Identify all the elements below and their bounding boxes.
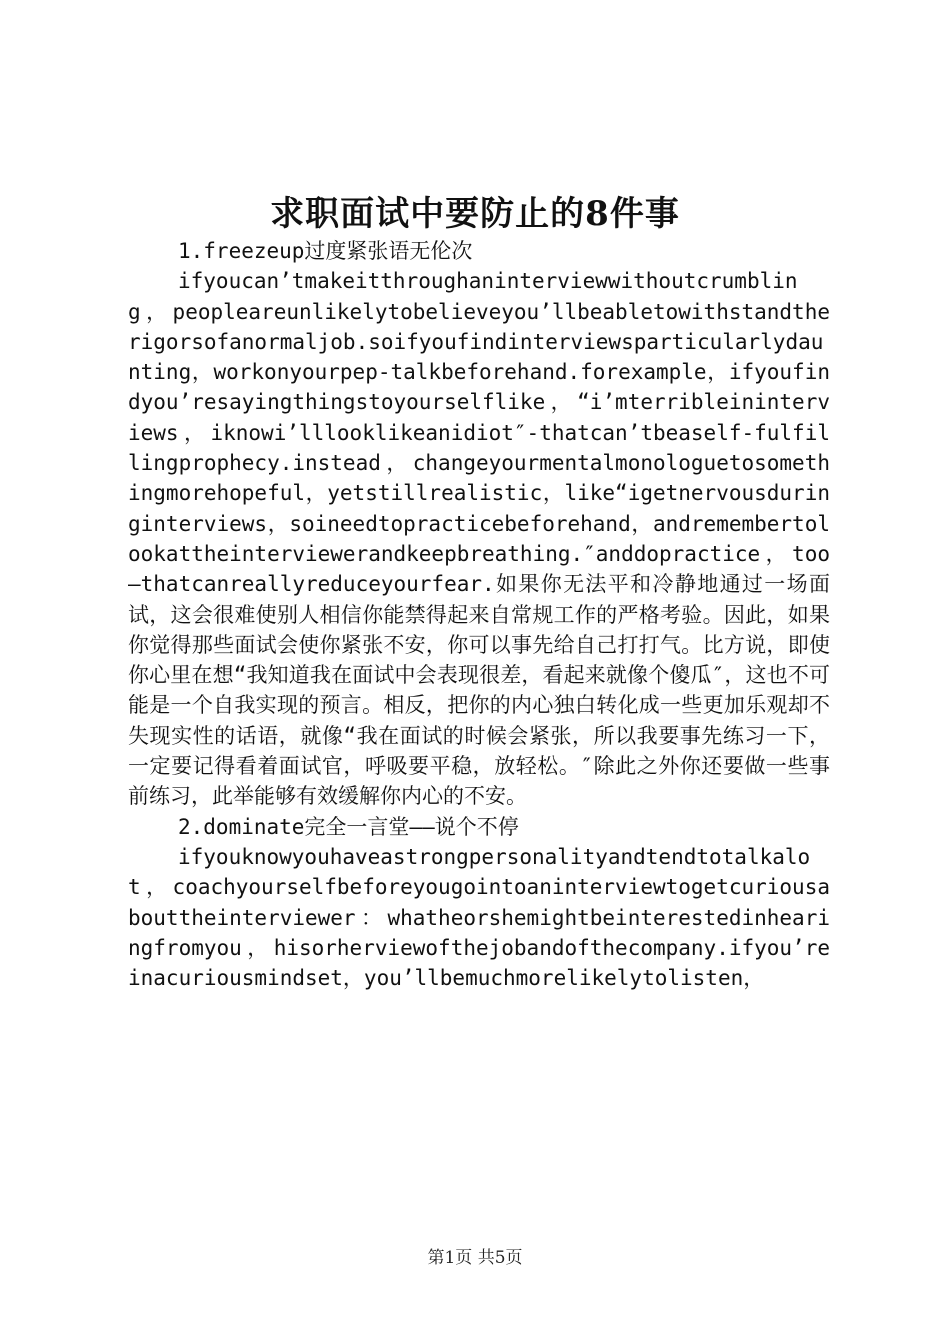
document-body <box>128 236 830 993</box>
section-paragraph: ifyouknowyouhaveastrongpersonalityandtendtotalkalot，coachyourselfbeforeyougointoaninterviewtogetcuriousabouttheinterviewer：whatheorshemightbeinterestedinhearingfromyou，hisorherviewofthejobandofthecompany.ifyou’reinacuriousmindset，you’llbemuchmorelikelytolisten， <box>128 844 830 991</box>
section-paragraph: ifyoucan’tmakeitthroughaninterviewwithoutcrumbling，peopleareunlikelytobelieveyou’llbeabletowithstandtherigorsofanormaljob.soifyoufindinterviewsparticularlydaunting，workonyourpep-talkbeforehand.forexample，ifyoufindyou’resayingthingstoyourselflike，“i’mterribleininterviews，iknowi’lllooklikeanidiot″-thatcan’tbeaself-fulfillingprophecy.instead，changeyourmentalmonologuetosomethingmorehopeful，yetstillrealistic，like“igetnervousduringinterviews，soineedtopracticebeforehand，andremembertolookattheinterviewerandkeepbreathing.″anddopractice，too–thatcanreallyreduceyourfear.如果你无法平和冷静地通过一场面试，这会很难使别人相信你能禁得起来自常规工作的严格考验。因此，如果你觉得那些面试会使你紧张不安，你可以事先给自己打打气。比方说，即使你心里在想“我知道我在面试中会表现很差，看起来就像个傻瓜″，这也不可能是一个自我实现的预言。相反，把你的内心独白转化成一些更加乐观却不失现实性的话语，就像“我在面试的时候会紧张，所以我要事先练习一下，一定要记得看着面试官，呼吸要平稳，放轻松。″除此之外你还要做一些事前练习，此举能够有效缓解你内心的不安。 <box>128 269 830 809</box>
document-title: 求职面试中要防止的8件事 <box>270 194 680 234</box>
section-heading: 2.dominate完全一言堂——说个不停 <box>178 814 519 839</box>
section-heading: 1.freezeup过度紧张语无伦次 <box>178 239 473 263</box>
page-footer: 第1页 共5页 <box>427 1248 523 1268</box>
